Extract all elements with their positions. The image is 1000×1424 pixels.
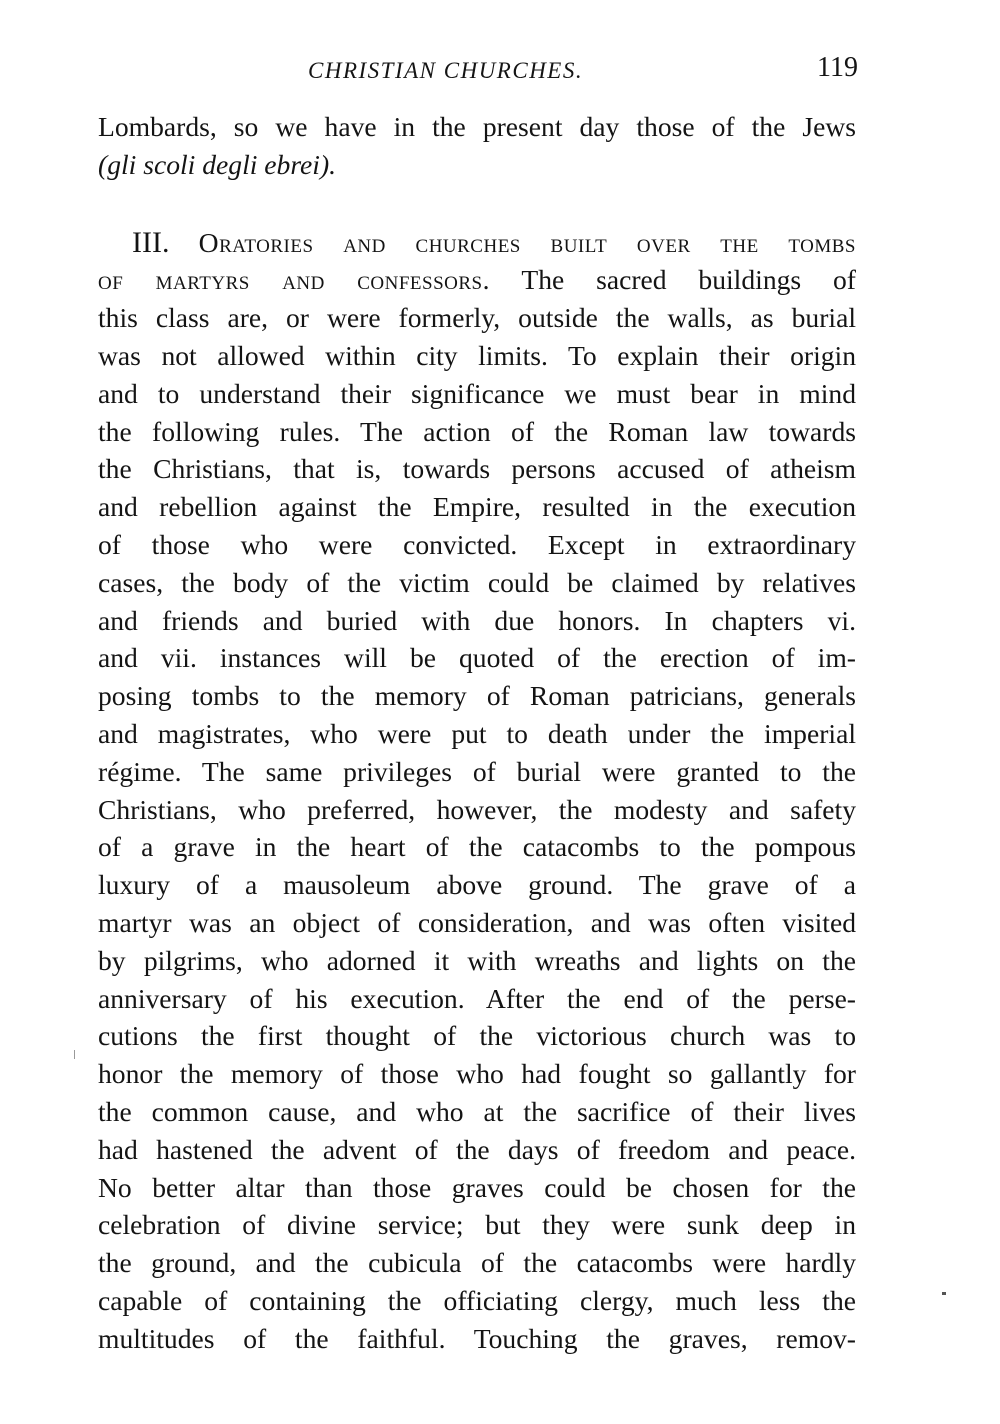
text-line: No better altar than those graves could be chosen for the — [98, 1171, 856, 1203]
section-heading-line — [98, 261, 856, 299]
text-line: this class are, or were formerly, outside the walls, as burial — [98, 302, 856, 334]
text-line: had hastened the advent of the days of freedom and peace. — [98, 1133, 856, 1165]
section-heading: Oratories and churches built over the tombs — [198, 226, 856, 258]
text-line: cases, the body of the victim could be claimed by relatives — [98, 566, 856, 598]
text-fragment: The sacred buildings of — [521, 264, 856, 296]
text-line: Lombards, so we have in the present day those of the Jews — [98, 111, 856, 142]
text-line: Christians, who preferred, however, the modesty and safety — [98, 793, 856, 825]
page-number: 119 — [817, 52, 858, 83]
body-text — [98, 108, 856, 1358]
text-line: the following rules. The action of the Roman law towards — [98, 415, 856, 447]
text-line: and magistrates, who were put to death under the imperial — [98, 717, 856, 749]
text-line: was not allowed within city limits. To explain their origin — [98, 339, 856, 371]
text-line: régime. The same privileges of burial were granted to the — [98, 755, 856, 787]
paragraph-gap — [98, 184, 856, 224]
text-line: the common cause, and who at the sacrifice of their lives — [98, 1095, 856, 1127]
text-line: and vii. instances will be quoted of the erection of im- — [98, 642, 856, 674]
text-line: by pilgrims, who adorned it with wreaths and lights on the — [98, 944, 856, 976]
text-line: and friends and buried with due honors. In chapters vi. — [98, 604, 856, 636]
text-line: cutions the first thought of the victorious church was to — [98, 1020, 856, 1052]
section-heading-continued: of martyrs and confessors. — [98, 264, 490, 296]
section-heading-line — [98, 224, 856, 262]
italic-phrase: (gli scoli degli ebrei). — [98, 148, 337, 180]
text-line: of a grave in the heart of the catacombs to the pompous — [98, 831, 856, 863]
text-line: anniversary of his execution. After the end of the perse- — [98, 982, 856, 1014]
text-line: the Christians, that is, towards persons accused of atheism — [98, 453, 856, 485]
text-line: posing tombs to the memory of Roman patricians, generals — [98, 680, 856, 712]
text-line: of those who were convicted. Except in extraordinary — [98, 528, 856, 560]
text-line: martyr was an object of consideration, and was often visited — [98, 906, 856, 938]
text-line: and to understand their significance we must bear in mind — [98, 377, 856, 409]
text-line: luxury of a mausoleum above ground. The grave of a — [98, 869, 856, 901]
text-line: and rebellion against the Empire, resulted in the execution — [98, 491, 856, 523]
text-line: the ground, and the cubicula of the catacombs were hardly — [98, 1247, 856, 1279]
text-line: multitudes of the faithful. Touching the graves, remov- — [98, 1322, 856, 1354]
scan-speck — [942, 1292, 946, 1295]
text-line — [98, 146, 856, 184]
section-number: III. — [132, 225, 170, 259]
running-title: CHRISTIAN CHURCHES. — [308, 58, 584, 83]
text-line: capable of containing the officiating clergy, much less the — [98, 1284, 856, 1316]
text-line: honor the memory of those who had fought so gallantly for — [98, 1058, 856, 1090]
text-line: celebration of divine service; but they were sunk deep in — [98, 1209, 856, 1241]
running-head — [98, 52, 858, 92]
scan-speck — [74, 1050, 75, 1059]
